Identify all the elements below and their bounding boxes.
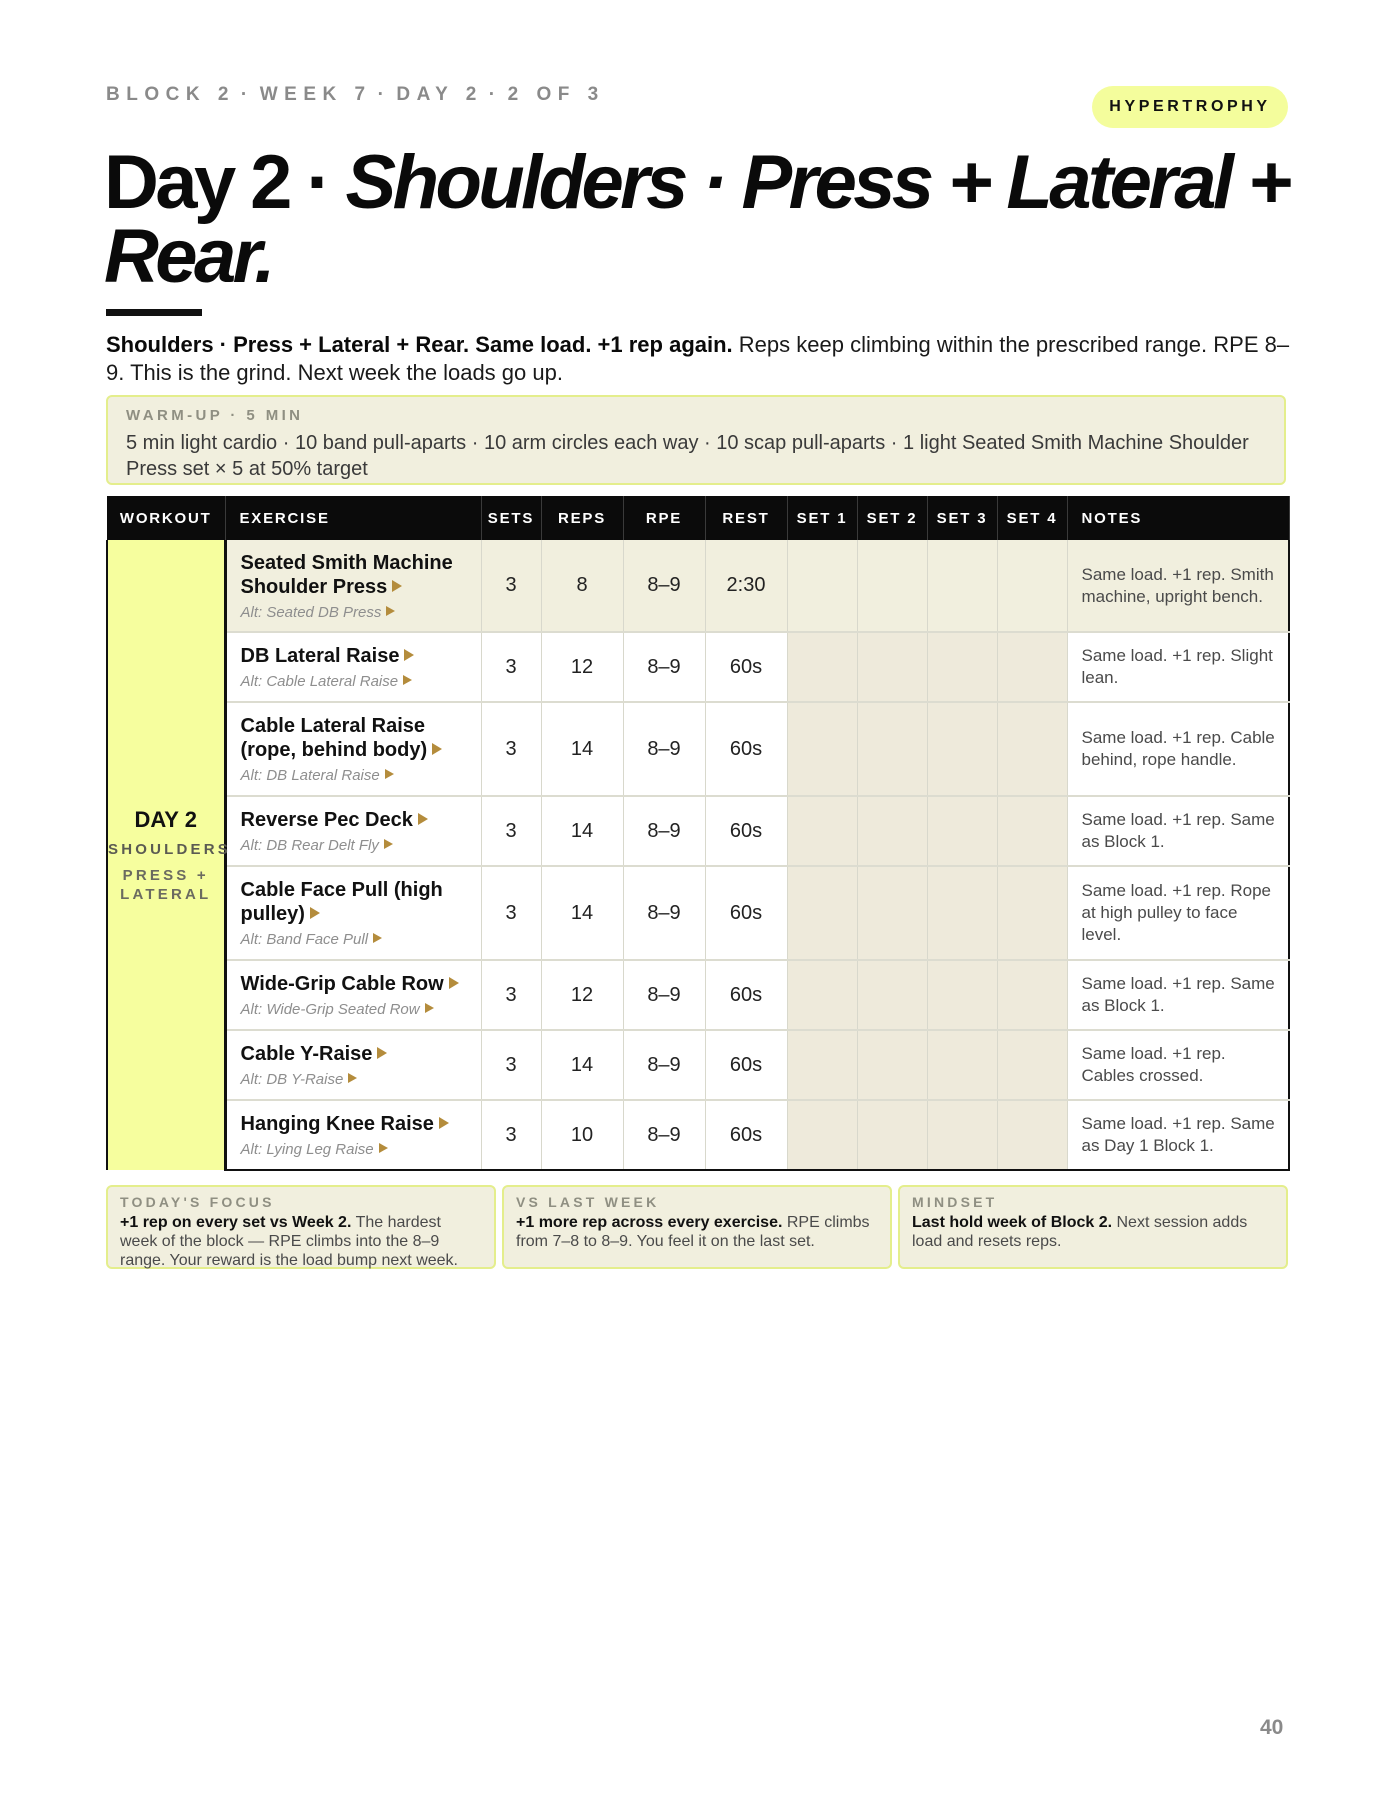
set4-entry[interactable] [997,960,1067,1030]
play-triangle-icon[interactable] [449,977,459,989]
set1-entry[interactable] [787,632,857,702]
reps-cell: 8 [541,540,623,632]
exercise-link[interactable]: Cable Lateral Raise (rope, behind body) [241,714,471,762]
focus-text: +1 rep on every set vs Week 2. The hardest week of the block — RPE climbs into the 8–9 range. Your reward is the load bump next week. [120,1214,458,1269]
warmup-panel [106,395,1286,485]
table-row [107,540,1289,632]
rest-cell: 2:30 [705,540,787,632]
rest-cell: 60s [705,866,787,960]
alternative-link[interactable]: Alt: Seated DB Press [241,604,471,621]
play-triangle-icon[interactable] [386,606,395,616]
set4-entry[interactable] [997,796,1067,866]
header-rest: REST [705,496,787,540]
notes-cell: Same load. +1 rep. Smith machine, upright bench. [1067,540,1289,632]
table-row [107,632,1289,702]
rpe-cell: 8–9 [623,632,705,702]
set3-entry[interactable] [927,702,997,796]
exercise-cell [225,540,481,632]
breadcrumb-day: DAY 2 [396,84,483,105]
breadcrumb-block: BLOCK 2 [106,84,235,105]
reps-cell: 10 [541,1100,623,1170]
set4-entry[interactable] [997,540,1067,632]
notes-cell: Same load. +1 rep. Same as Block 1. [1067,796,1289,866]
reps-cell: 14 [541,1030,623,1100]
notes-cell: Same load. +1 rep. Cable behind, rope handle. [1067,702,1289,796]
rpe-cell: 8–9 [623,866,705,960]
workout-muscle: SHOULDERS [108,840,231,858]
play-triangle-icon[interactable] [432,743,442,755]
exercise-link[interactable]: DB Lateral Raise [241,644,471,668]
set1-entry[interactable] [787,1100,857,1170]
set2-entry[interactable] [857,702,927,796]
rpe-cell: 8–9 [623,540,705,632]
set2-entry[interactable] [857,866,927,960]
set4-entry[interactable] [997,1030,1067,1100]
intro-paragraph [106,331,1296,387]
set1-entry[interactable] [787,866,857,960]
workout-table [106,496,1290,1171]
set1-entry[interactable] [787,1030,857,1100]
set2-entry[interactable] [857,960,927,1030]
header-exercise: EXERCISE [225,496,481,540]
exercise-link[interactable]: Reverse Pec Deck [241,808,471,832]
focus-card [106,1185,496,1269]
sets-cell: 3 [481,960,541,1030]
exercise-cell [225,796,481,866]
set3-entry[interactable] [927,796,997,866]
set1-entry[interactable] [787,796,857,866]
reps-cell: 14 [541,796,623,866]
set2-entry[interactable] [857,540,927,632]
intro-text: Reps keep climbing within the prescribed range. RPE 8–9. This is the grind. Next week the loads go up. [106,332,1290,385]
header-set3: SET 3 [927,496,997,540]
alternative-link[interactable]: Alt: Cable Lateral Raise [241,673,471,690]
rest-cell: 60s [705,960,787,1030]
title-divider [106,309,202,316]
rpe-cell: 8–9 [623,960,705,1030]
set2-entry[interactable] [857,1100,927,1170]
exercise-link[interactable]: Seated Smith Machine Shoulder Press [240,551,453,598]
header-set1: SET 1 [787,496,857,540]
title-focus-end: Rear. [104,214,272,299]
set3-entry[interactable] [927,632,997,702]
notes-cell: Same load. +1 rep. Slight lean. [1067,632,1289,702]
breadcrumb-count: 2 OF 3 [507,84,605,105]
comparison-text: +1 more rep across every exercise. RPE climbs from 7–8 to 8–9. You feel it on the last set. [516,1214,870,1250]
rpe-cell: 8–9 [623,796,705,866]
set1-entry[interactable] [787,702,857,796]
play-triangle-icon[interactable] [310,907,320,919]
set2-entry[interactable] [857,632,927,702]
set1-entry[interactable] [787,960,857,1030]
table-row [107,1100,1289,1170]
page-title [104,140,1304,299]
page-number: 40 [1260,1716,1284,1739]
play-triangle-icon[interactable] [379,1143,388,1153]
reps-cell: 14 [541,702,623,796]
sets-cell: 3 [481,796,541,866]
set3-entry[interactable] [927,960,997,1030]
summary-cards [106,1185,1288,1269]
set3-entry[interactable] [927,540,997,632]
alternative-link[interactable]: Alt: DB Y-Raise [241,1071,471,1088]
set4-entry[interactable] [997,866,1067,960]
focus-label: TODAY'S FOCUS [120,1194,275,1210]
mindset-label: MINDSET [912,1194,998,1210]
sets-cell: 3 [481,1030,541,1100]
table-row [107,960,1289,1030]
header-workout: WORKOUT [107,496,225,540]
table-row [107,866,1289,960]
play-triangle-icon[interactable] [403,675,412,685]
reps-cell: 12 [541,960,623,1030]
reps-cell: 12 [541,632,623,702]
set1-entry[interactable] [787,540,857,632]
sets-cell: 3 [481,1100,541,1170]
rpe-cell: 8–9 [623,1030,705,1100]
mindset-text: Last hold week of Block 2. Next session adds load and resets reps. [912,1214,1248,1250]
play-triangle-icon[interactable] [418,813,428,825]
intro-bold: Shoulders · Press + Lateral + Rear. Same load. +1 rep again. [106,332,733,357]
sets-cell: 3 [481,702,541,796]
sets-cell: 3 [481,866,541,960]
alternative-link[interactable]: Alt: Lying Leg Raise [241,1141,471,1158]
alternative-link[interactable]: Alt: Wide-Grip Seated Row [241,1001,471,1018]
warmup-text: 5 min light cardio · 10 band pull-aparts · 10 arm circles each way · 10 scap pull-aparts · 1 light Seated Smith Machine Shoulder Press set × 5 at 50% target [126,432,1249,480]
exercise-cell [225,1030,481,1100]
rest-cell: 60s [705,796,787,866]
exercise-link[interactable]: Cable Face Pull (high pulley) [240,879,443,925]
play-triangle-icon[interactable] [404,649,414,661]
rest-cell: 60s [705,702,787,796]
sets-cell: 3 [481,632,541,702]
header-sets: SETS [481,496,541,540]
breadcrumb-week: WEEK 7 [259,84,372,105]
rest-cell: 60s [705,1030,787,1100]
exercise-cell [225,702,481,796]
title-day: Day 2 · [104,140,346,225]
exercise-cell [225,866,481,960]
exercise-cell [225,960,481,1030]
exercise-cell [225,632,481,702]
play-triangle-icon[interactable] [348,1073,357,1083]
set4-entry[interactable] [997,702,1067,796]
workout-focus: PRESS + LATERAL [120,866,212,903]
reps-cell: 14 [541,866,623,960]
rest-cell: 60s [705,1100,787,1170]
play-triangle-icon[interactable] [373,933,382,943]
set3-entry[interactable] [927,866,997,960]
set3-entry[interactable] [927,1030,997,1100]
set4-entry[interactable] [997,1100,1067,1170]
set2-entry[interactable] [857,796,927,866]
set4-entry[interactable] [997,632,1067,702]
exercise-link[interactable]: Cable Y-Raise [241,1042,471,1066]
breadcrumb: BLOCK 2 · WEEK 7 · DAY 2 · 2 OF 3 [106,84,605,105]
workout-day-cell [107,540,231,1170]
phase-badge: HYPERTROPHY [1092,86,1288,128]
comparison-card [502,1185,892,1269]
header-notes: NOTES [1067,496,1289,540]
play-triangle-icon[interactable] [425,1003,434,1013]
exercise-link[interactable]: Hanging Knee Raise [241,1112,471,1136]
rpe-cell: 8–9 [623,702,705,796]
table-row [107,1030,1289,1100]
warmup-label: WARM-UP · 5 MIN [126,407,304,424]
exercise-link[interactable]: Wide-Grip Cable Row [241,972,471,996]
table-row [107,796,1289,866]
alternative-link[interactable]: Alt: DB Rear Delt Fly [241,837,471,854]
sets-cell: 3 [481,540,541,632]
notes-cell: Same load. +1 rep. Rope at high pulley to face level. [1067,866,1289,960]
play-triangle-icon[interactable] [377,1047,387,1059]
play-triangle-icon[interactable] [384,839,393,849]
table-header-row [107,496,1289,540]
alternative-link[interactable]: Alt: DB Lateral Raise [241,767,471,784]
workout-day: DAY 2 [134,806,197,832]
notes-cell: Same load. +1 rep. Same as Day 1 Block 1. [1067,1100,1289,1170]
notes-cell: Same load. +1 rep. Same as Block 1. [1067,960,1289,1030]
play-triangle-icon[interactable] [385,769,394,779]
title-focus: Shoulders · Press + Lateral + [345,140,1289,225]
set2-entry[interactable] [857,1030,927,1100]
comparison-label: VS LAST WEEK [516,1194,660,1210]
set3-entry[interactable] [927,1100,997,1170]
rpe-cell: 8–9 [623,1100,705,1170]
header-rpe: RPE [623,496,705,540]
rest-cell: 60s [705,632,787,702]
header-reps: REPS [541,496,623,540]
play-triangle-icon[interactable] [392,580,402,592]
header-set2: SET 2 [857,496,927,540]
alternative-link[interactable]: Alt: Band Face Pull [241,931,471,948]
play-triangle-icon[interactable] [439,1117,449,1129]
header-set4: SET 4 [997,496,1067,540]
exercise-cell [225,1100,481,1170]
notes-cell: Same load. +1 rep. Cables crossed. [1067,1030,1289,1100]
table-row [107,702,1289,796]
mindset-card [898,1185,1288,1269]
